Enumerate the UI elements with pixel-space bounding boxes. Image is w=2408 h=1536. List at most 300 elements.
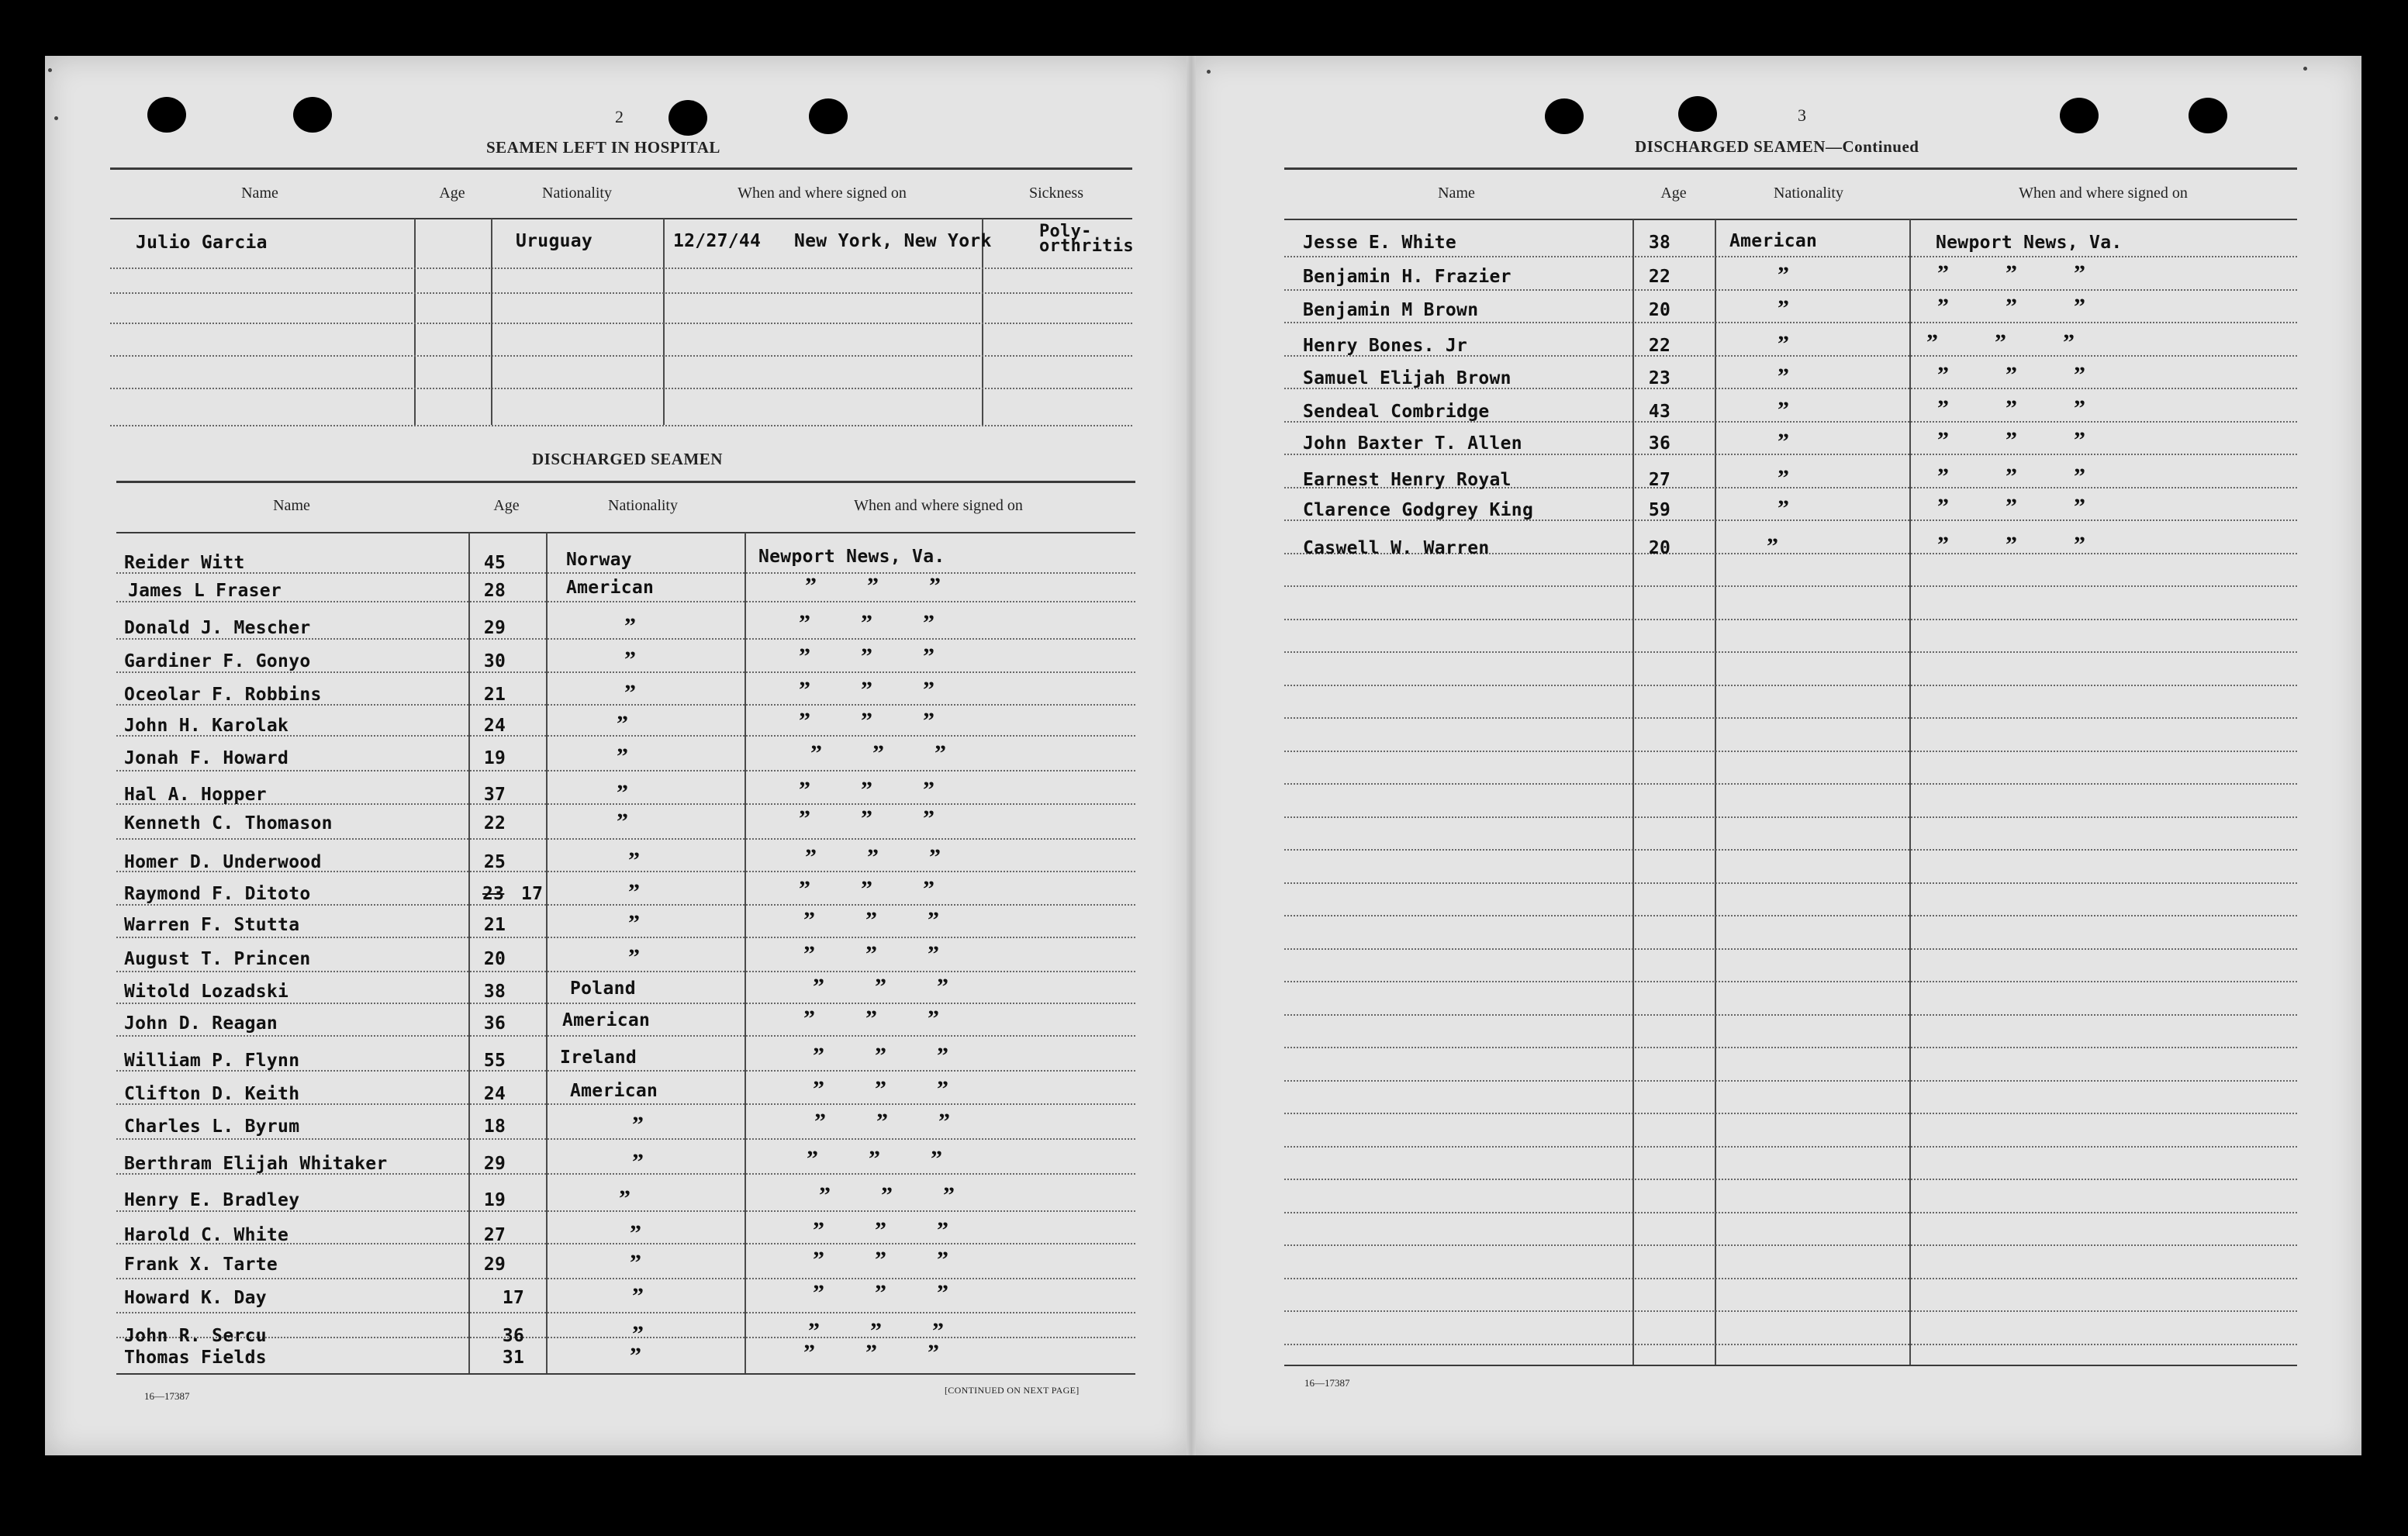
row-line: [1284, 717, 2297, 719]
table-header-rule: [116, 532, 1135, 533]
seaman-age: 19: [483, 1190, 506, 1210]
table-header-rule: [1284, 219, 2297, 220]
seaman-age: 24: [483, 716, 506, 736]
column-header: When and where signed on: [2019, 185, 2188, 202]
row-line: [1284, 1310, 2297, 1312]
row-line: [1284, 1212, 2297, 1213]
patient-nationality: Uruguay: [516, 231, 593, 251]
table-top-rule: [1284, 167, 2297, 170]
signed-on-ditto: ”: [799, 610, 810, 636]
nationality-ditto: ”: [624, 680, 636, 706]
row-line: [1284, 849, 2297, 851]
seaman-age: 20: [483, 949, 506, 969]
row-line: [116, 1035, 1135, 1037]
signed-on-ditto: ”: [861, 677, 872, 702]
table-top-rule: [110, 167, 1132, 170]
signed-on-ditto: ”: [2006, 362, 2017, 388]
signed-on-ditto: ”: [923, 644, 935, 669]
row-line: [1284, 651, 2297, 653]
row-line: [1284, 882, 2297, 884]
signed-on-ditto: ”: [1937, 532, 1949, 557]
seaman-name: John D. Reagan: [124, 1013, 278, 1034]
nationality-ditto: ”: [619, 1186, 631, 1211]
seaman-name: John H. Karolak: [124, 716, 289, 736]
speck: [48, 68, 52, 72]
punch-hole: [1678, 96, 1717, 132]
seaman-age: 19: [483, 748, 506, 768]
continued-note: [CONTINUED ON NEXT PAGE]: [945, 1385, 1080, 1396]
seaman-age: 29: [483, 1255, 506, 1275]
nationality-ditto: ”: [617, 809, 628, 834]
punch-hole: [809, 98, 848, 134]
signed-on-ditto: ”: [1937, 494, 1949, 519]
signed-on-place: New York, New York: [794, 231, 992, 251]
row-line: [1284, 981, 2297, 982]
signed-on-ditto: ”: [923, 708, 935, 733]
signed-on-ditto: ”: [2006, 464, 2017, 489]
seaman-name: Kenneth C. Thomason: [124, 813, 333, 834]
column-divider: [1632, 219, 1634, 1365]
signed-on-ditto: ”: [937, 1217, 948, 1243]
seaman-age: 30: [483, 651, 506, 671]
signed-on-ditto: ”: [813, 1043, 824, 1068]
seaman-name: Benjamin M Brown: [1303, 300, 1479, 320]
signed-on-ditto: ”: [799, 876, 810, 902]
signed-on-ditto: ”: [803, 1340, 815, 1365]
seaman-nationality: American: [570, 1081, 658, 1101]
sickness-line: orthritis: [1039, 236, 1134, 256]
signed-on-ditto: ”: [799, 806, 810, 831]
seaman-name: Jonah F. Howard: [124, 748, 289, 768]
column-header: When and where signed on: [854, 497, 1023, 514]
row-line: [1284, 322, 2297, 323]
seaman-age: 31: [502, 1348, 525, 1368]
nationality-ditto: ”: [1777, 295, 1789, 321]
row-line: [1284, 751, 2297, 752]
signed-on-place: Newport News, Va.: [1936, 233, 2123, 253]
punch-hole: [2189, 98, 2227, 133]
nationality-ditto: ”: [628, 910, 640, 936]
row-line: [1284, 1278, 2297, 1279]
signed-on-ditto: ”: [2006, 494, 2017, 519]
nationality-ditto: ”: [632, 1112, 644, 1137]
seaman-nationality: Poland: [570, 979, 636, 999]
signed-on-ditto: ”: [2074, 494, 2085, 519]
signed-on-ditto: ”: [928, 1006, 939, 1031]
column-header: Age: [439, 185, 465, 202]
struck-age: 23: [482, 884, 505, 904]
signed-on-ditto: ”: [872, 740, 884, 766]
seaman-name: Jesse E. White: [1303, 233, 1457, 253]
nationality-ditto: ”: [632, 1283, 644, 1309]
nationality-ditto: ”: [1777, 364, 1789, 389]
nationality-ditto: ”: [1777, 495, 1789, 521]
column-header: Name: [241, 185, 278, 202]
signed-on-ditto: ”: [931, 1146, 942, 1172]
nationality-ditto: ”: [628, 847, 640, 873]
seaman-nationality: Norway: [566, 550, 632, 570]
seaman-name: Caswell W. Warren: [1303, 538, 1490, 558]
nationality-ditto: ”: [632, 1321, 644, 1347]
seaman-name: Henry Bones. Jr: [1303, 336, 1468, 356]
hospital-title: SEAMEN LEFT IN HOSPITAL: [486, 138, 720, 157]
column-divider: [546, 533, 548, 1373]
signed-on-ditto: ”: [928, 1340, 939, 1365]
signed-on-ditto: ”: [803, 1006, 815, 1031]
punch-hole: [1545, 98, 1584, 134]
signed-on-ditto: ”: [1995, 330, 2006, 355]
signed-on-ditto: ”: [923, 677, 935, 702]
row-line: [1284, 1014, 2297, 1016]
seaman-name: James L Fraser: [128, 581, 282, 601]
row-line: [116, 1312, 1135, 1313]
row-line: [1284, 585, 2297, 587]
signed-on-ditto: ”: [805, 573, 817, 599]
seaman-name: Benjamin H. Frazier: [1303, 267, 1511, 287]
signed-on-ditto: ”: [938, 1109, 950, 1134]
signed-on-ditto: ”: [1937, 294, 1949, 319]
nationality-ditto: ”: [624, 647, 636, 672]
nationality-ditto: ”: [624, 613, 636, 639]
row-line: [116, 572, 1135, 574]
signed-on-ditto: ”: [935, 740, 946, 766]
signed-on-ditto: ”: [937, 974, 948, 999]
seaman-name: Harold C. White: [124, 1225, 289, 1245]
column-header: Age: [1660, 185, 1687, 202]
row-line: [116, 1003, 1135, 1004]
signed-on-ditto: ”: [861, 708, 872, 733]
signed-on-ditto: ”: [814, 1109, 826, 1134]
signed-on-ditto: ”: [2074, 532, 2085, 557]
signed-on-ditto: ”: [861, 610, 872, 636]
seaman-age: 27: [483, 1225, 506, 1245]
signed-on-ditto: ”: [867, 573, 879, 599]
seaman-age: 38: [483, 982, 506, 1002]
signed-on-ditto: ”: [875, 1043, 886, 1068]
signed-on-ditto: ”: [1937, 261, 1949, 286]
signed-on-ditto: ”: [928, 907, 939, 933]
signed-on-ditto: ”: [943, 1182, 955, 1208]
signed-on-ditto: ”: [2074, 261, 2085, 286]
speck: [1207, 70, 1211, 74]
row-line: [116, 601, 1135, 602]
signed-on-ditto: ”: [2063, 330, 2075, 355]
signed-on-ditto: ”: [813, 1247, 824, 1272]
speck: [2303, 67, 2307, 71]
seaman-age: 36: [1648, 433, 1671, 454]
signed-on-ditto: ”: [808, 1318, 820, 1344]
signed-on-ditto: ”: [867, 844, 879, 870]
signed-on-ditto: ”: [937, 1076, 948, 1102]
signed-on-ditto: ”: [876, 1109, 888, 1134]
seaman-nationality: American: [562, 1010, 651, 1030]
column-divider: [1909, 219, 1911, 1365]
signed-on-ditto: ”: [923, 876, 935, 902]
row-line: [1284, 816, 2297, 818]
signed-on-ditto: ”: [928, 941, 939, 967]
row-line: [1284, 1113, 2297, 1114]
seaman-age: 22: [483, 813, 506, 834]
nationality-ditto: ”: [630, 1250, 641, 1275]
signed-on-ditto: ”: [865, 907, 877, 933]
row-line: [116, 904, 1135, 906]
signed-on-ditto: ”: [2006, 532, 2017, 557]
column-header: Name: [273, 497, 310, 514]
column-divider: [745, 533, 746, 1373]
column-header: Nationality: [608, 497, 678, 514]
seaman-name: John Baxter T. Allen: [1303, 433, 1522, 454]
continued-title: DISCHARGED SEAMEN—Continued: [1635, 137, 1919, 156]
seaman-name: Raymond F. Ditoto: [124, 884, 311, 904]
signed-on-ditto: ”: [870, 1318, 882, 1344]
seaman-age: 22: [1648, 336, 1671, 356]
seaman-age: 21: [483, 915, 506, 935]
signed-on-ditto: ”: [813, 1280, 824, 1306]
row-line: [1284, 1344, 2297, 1345]
row-line: [116, 937, 1135, 938]
nationality-ditto: ”: [628, 879, 640, 905]
seaman-name: Reider Witt: [124, 553, 245, 573]
seaman-age: 36: [483, 1013, 506, 1034]
signed-on-ditto: ”: [1937, 464, 1949, 489]
signed-on-ditto: ”: [1937, 427, 1949, 453]
row-line: [1284, 619, 2297, 620]
signed-on-ditto: ”: [937, 1280, 948, 1306]
row-line: [1284, 915, 2297, 916]
signed-on-ditto: ”: [869, 1146, 880, 1172]
punch-hole: [669, 100, 707, 136]
seaman-name: William P. Flynn: [124, 1051, 300, 1071]
row-line: [116, 1278, 1135, 1279]
seaman-age: 29: [483, 618, 506, 638]
seaman-name: Earnest Henry Royal: [1303, 470, 1511, 490]
signed-on-ditto: ”: [861, 777, 872, 803]
column-header: Nationality: [542, 185, 612, 202]
seaman-name: Donald J. Mescher: [124, 618, 311, 638]
signed-on-ditto: ”: [807, 1146, 818, 1172]
signed-on-ditto: ”: [2074, 362, 2085, 388]
signed-on-place: Newport News, Va.: [758, 547, 945, 567]
column-divider: [663, 219, 665, 425]
signed-on-ditto: ”: [937, 1247, 948, 1272]
signed-on-ditto: ”: [803, 941, 815, 967]
nationality-ditto: ”: [1767, 533, 1778, 559]
row-line: [1284, 454, 2297, 455]
nationality-ditto: ”: [1777, 262, 1789, 288]
seaman-name: Gardiner F. Gonyo: [124, 651, 311, 671]
nationality-ditto: ”: [628, 944, 640, 970]
punch-hole: [147, 97, 186, 133]
punch-hole: [293, 97, 332, 133]
signed-on-ditto: ”: [875, 974, 886, 999]
signed-on-ditto: ”: [861, 876, 872, 902]
table-bottom-rule: [116, 1373, 1135, 1375]
row-line: [1284, 1179, 2297, 1180]
seaman-age: 37: [483, 785, 506, 805]
signed-on-ditto: ”: [2074, 427, 2085, 453]
signed-on-ditto: ”: [1937, 362, 1949, 388]
nationality-ditto: ”: [617, 711, 628, 737]
row-line: [1284, 289, 2297, 291]
row-line: [1284, 256, 2297, 257]
column-divider: [1715, 219, 1716, 1365]
row-line: [1284, 783, 2297, 785]
row-line: [110, 268, 1132, 269]
seaman-age: 36: [502, 1326, 525, 1346]
signed-on-ditto: ”: [865, 1006, 877, 1031]
discharged-title: DISCHARGED SEAMEN: [532, 450, 723, 468]
signed-on-ditto: ”: [2006, 427, 2017, 453]
nationality-ditto: ”: [630, 1220, 641, 1246]
table-header-rule: [110, 218, 1132, 219]
nationality-ditto: ”: [1777, 331, 1789, 357]
signed-on-ditto: ”: [799, 644, 810, 669]
row-line: [1284, 1047, 2297, 1048]
seaman-age: 29: [483, 1154, 506, 1174]
signed-on-ditto: ”: [2074, 464, 2085, 489]
row-line: [116, 1337, 1135, 1338]
signed-on-ditto: ”: [875, 1247, 886, 1272]
nationality-ditto: ”: [632, 1149, 644, 1175]
seaman-age: 25: [483, 852, 506, 872]
signed-on-ditto: ”: [923, 806, 935, 831]
signed-on-ditto: ”: [861, 806, 872, 831]
seaman-age: 23: [1648, 368, 1671, 388]
sickness-line: Poly-: [1039, 222, 1092, 241]
seaman-age: 45: [483, 553, 506, 573]
table-bottom-rule: [1284, 1365, 2297, 1366]
signed-on-ditto: ”: [805, 844, 817, 870]
seaman-name: Berthram Elijah Whitaker: [124, 1154, 388, 1174]
signed-on-ditto: ”: [819, 1182, 831, 1208]
seaman-name: Clarence Godgrey King: [1303, 500, 1534, 520]
signed-on-ditto: ”: [865, 1340, 877, 1365]
nationality-ditto: ”: [1777, 397, 1789, 423]
nationality-ditto: ”: [1777, 429, 1789, 454]
seaman-nationality: Ireland: [560, 1048, 637, 1068]
signed-on-ditto: ”: [2074, 294, 2085, 319]
seaman-name: Samuel Elijah Brown: [1303, 368, 1511, 388]
seaman-age: 20: [1648, 300, 1671, 320]
signed-on-ditto: ”: [875, 1280, 886, 1306]
column-divider: [468, 533, 470, 1373]
seaman-name: Oceolar F. Robbins: [124, 685, 322, 705]
signed-on-ditto: ”: [929, 573, 941, 599]
row-line: [110, 355, 1132, 357]
nationality-ditto: ”: [1777, 465, 1789, 491]
signed-on-ditto: ”: [875, 1076, 886, 1102]
row-line: [1284, 948, 2297, 950]
signed-on-ditto: ”: [813, 1217, 824, 1243]
signed-on-ditto: ”: [937, 1043, 948, 1068]
signed-on-ditto: ”: [861, 644, 872, 669]
seaman-age: 20: [1648, 538, 1671, 558]
column-header: Name: [1438, 185, 1475, 202]
signed-on-ditto: ”: [803, 907, 815, 933]
seaman-name: Thomas Fields: [124, 1348, 267, 1368]
signed-on-ditto: ”: [2006, 294, 2017, 319]
row-line: [110, 292, 1132, 294]
row-line: [1284, 1080, 2297, 1082]
seaman-name: Henry E. Bradley: [124, 1190, 300, 1210]
signed-on-ditto: ”: [923, 610, 935, 636]
seaman-age: 18: [483, 1117, 506, 1137]
seaman-nationality: American: [566, 578, 655, 598]
nationality-ditto: ”: [617, 780, 628, 806]
table-top-rule: [116, 481, 1135, 483]
column-divider: [491, 219, 492, 425]
nationality-ditto: ”: [630, 1343, 641, 1369]
signed-on-ditto: ”: [1926, 330, 1938, 355]
row-line: [1284, 1146, 2297, 1148]
page-number: 3: [1798, 105, 1806, 125]
bleed-through-text: [233, 301, 242, 319]
page-gutter: [1187, 56, 1196, 1455]
speck: [54, 116, 58, 120]
signed-on-ditto: ”: [799, 777, 810, 803]
seaman-name: Charles L. Byrum: [124, 1117, 300, 1137]
signed-on-ditto: ”: [932, 1318, 944, 1344]
page-number: 2: [615, 107, 624, 126]
row-line: [116, 770, 1135, 771]
seaman-name: John R. Sercu: [124, 1326, 267, 1346]
row-line: [1284, 1244, 2297, 1246]
patient-name: Julio Garcia: [136, 233, 268, 253]
signed-on-ditto: ”: [923, 777, 935, 803]
signed-on-ditto: ”: [799, 708, 810, 733]
seaman-age: 59: [1648, 500, 1671, 520]
seaman-name: Warren F. Stutta: [124, 915, 300, 935]
column-header: Sickness: [1029, 185, 1083, 202]
row-line: [116, 971, 1135, 972]
seaman-name: Howard K. Day: [124, 1288, 267, 1308]
seaman-name: Clifton D. Keith: [124, 1084, 300, 1104]
seaman-age: 43: [1648, 402, 1671, 422]
signed-on-ditto: ”: [2006, 395, 2017, 421]
signed-on-ditto: ”: [865, 941, 877, 967]
nationality-ditto: ”: [617, 744, 628, 769]
form-code: 16—17387: [1304, 1377, 1350, 1389]
row-line: [1284, 685, 2297, 686]
signed-on-ditto: ”: [810, 740, 822, 766]
signed-on-ditto: ”: [929, 844, 941, 870]
column-divider: [414, 219, 416, 425]
seaman-age: 24: [483, 1084, 506, 1104]
seaman-age: 22: [1648, 267, 1671, 287]
seaman-name: Homer D. Underwood: [124, 852, 322, 872]
punch-hole: [2060, 98, 2099, 133]
signed-on-ditto: ”: [2074, 395, 2085, 421]
seaman-age: 38: [1648, 233, 1671, 253]
column-header: Age: [493, 497, 520, 514]
seaman-age: 28: [483, 581, 506, 601]
signed-on-ditto: ”: [875, 1217, 886, 1243]
seaman-age: 55: [483, 1051, 506, 1071]
signed-on-date: 12/27/44: [673, 231, 762, 251]
signed-on-ditto: ”: [1937, 395, 1949, 421]
seaman-name: Frank X. Tarte: [124, 1255, 278, 1275]
seaman-age: 17: [502, 1288, 525, 1308]
signed-on-ditto: ”: [881, 1182, 893, 1208]
seaman-name: Sendeal Combridge: [1303, 402, 1490, 422]
signed-on-ditto: ”: [2006, 261, 2017, 286]
seaman-age: 21: [483, 685, 506, 705]
seaman-name: Witold Lozadski: [124, 982, 289, 1002]
signed-on-ditto: ”: [813, 1076, 824, 1102]
row-line: [116, 1138, 1135, 1140]
row-line: [110, 323, 1132, 324]
seaman-age: 27: [1648, 470, 1671, 490]
